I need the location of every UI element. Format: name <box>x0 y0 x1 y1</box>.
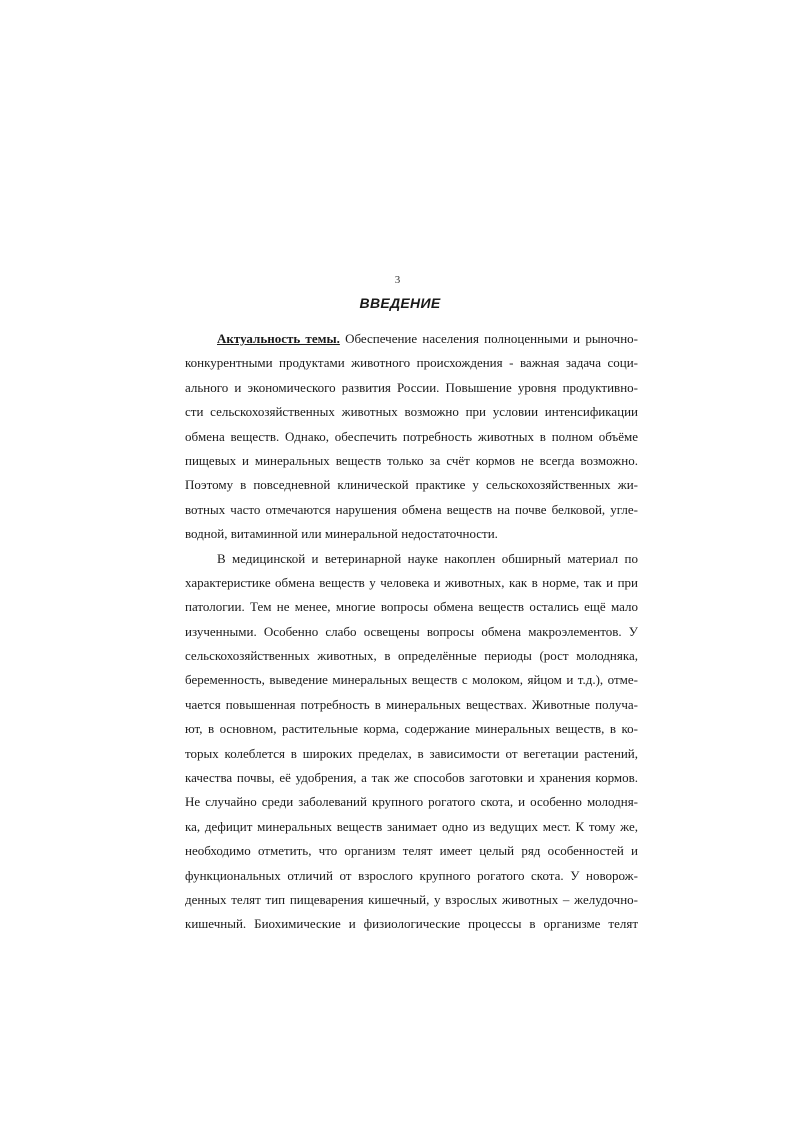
text-line: беременность, выведение минеральных веществ с молоком, яйцом и т.д.), отме- <box>185 672 638 688</box>
text-line: ют, в основном, растительные корма, содержание минеральных веществ, в ко- <box>185 721 638 737</box>
text-line <box>185 327 638 351</box>
text-line: характеристике обмена веществ у человека и животных, как в норме, так и при <box>185 574 638 590</box>
text-line: патологии. Тем не менее, многие вопросы обмена веществ остались ещё мало <box>185 599 638 615</box>
text-line: денных телят тип пищеварения кишечный, у взрослых животных – желудочно- <box>185 891 638 907</box>
text-line: конкурентными продуктами животного происхождения - важная задача соци- <box>185 355 638 371</box>
text-line: вотных часто отмечаются нарушения обмена веществ на почве белковой, угле- <box>185 501 638 517</box>
text-line: обмена веществ. Однако, обеспечить потребность животных в полном объёме <box>185 428 638 444</box>
text-line: кишечный. Биохимические и физиологические процессы в организме телят <box>185 916 638 932</box>
text-line: ального и экономического развития России. Повышение уровня продуктивно- <box>185 379 638 395</box>
lead-label: Актуальность темы. <box>217 331 340 346</box>
text-line: водной, витаминной или минеральной недостаточности. <box>185 526 498 542</box>
text-line: сти сельскохозяйственных животных возможно при условии интенсификации <box>185 404 638 420</box>
text-line: Не случайно среди заболеваний крупного рогатого скота, и особенно молодня- <box>185 794 638 810</box>
paragraph-1 <box>185 327 638 547</box>
text-line: изученными. Особенно слабо освещены вопросы обмена макроэлементов. У <box>185 623 638 639</box>
text-line: сельскохозяйственных животных, в определённые периоды (рост молодняка, <box>185 648 638 664</box>
page-number: 3 <box>394 274 401 286</box>
text-line: ка, дефицит минеральных веществ занимает одно из ведущих мест. К тому же, <box>185 818 638 834</box>
text-line: качества почвы, её удобрения, а так же способов заготовки и хранения кормов. <box>185 770 638 786</box>
text-line: пищевых и минеральных веществ только за счёт кормов не всегда возможно. <box>185 452 638 468</box>
text-line: функциональных отличий от взрослого крупного рогатого скота. У новорож- <box>185 867 638 883</box>
text-line: В медицинской и ветеринарной науке накоплен обширный материал по <box>217 550 638 566</box>
paragraph-2 <box>185 547 638 937</box>
section-heading: ВВЕДЕНИЕ <box>359 295 441 311</box>
text-line: Поэтому в повседневной клинической практике у сельскохозяйственных жи- <box>185 477 638 493</box>
text-fragment: Обеспечение населения полноценными и рыночно- <box>339 331 639 346</box>
body-text <box>185 327 638 937</box>
text-line: торых колеблется в широких пределах, в зависимости от вегетации растений, <box>185 745 638 761</box>
text-line: необходимо отметить, что организм телят имеет целый ряд особенностей и <box>185 843 638 859</box>
text-line: чается повышенная потребность в минеральных веществах. Животные получа- <box>185 696 638 712</box>
